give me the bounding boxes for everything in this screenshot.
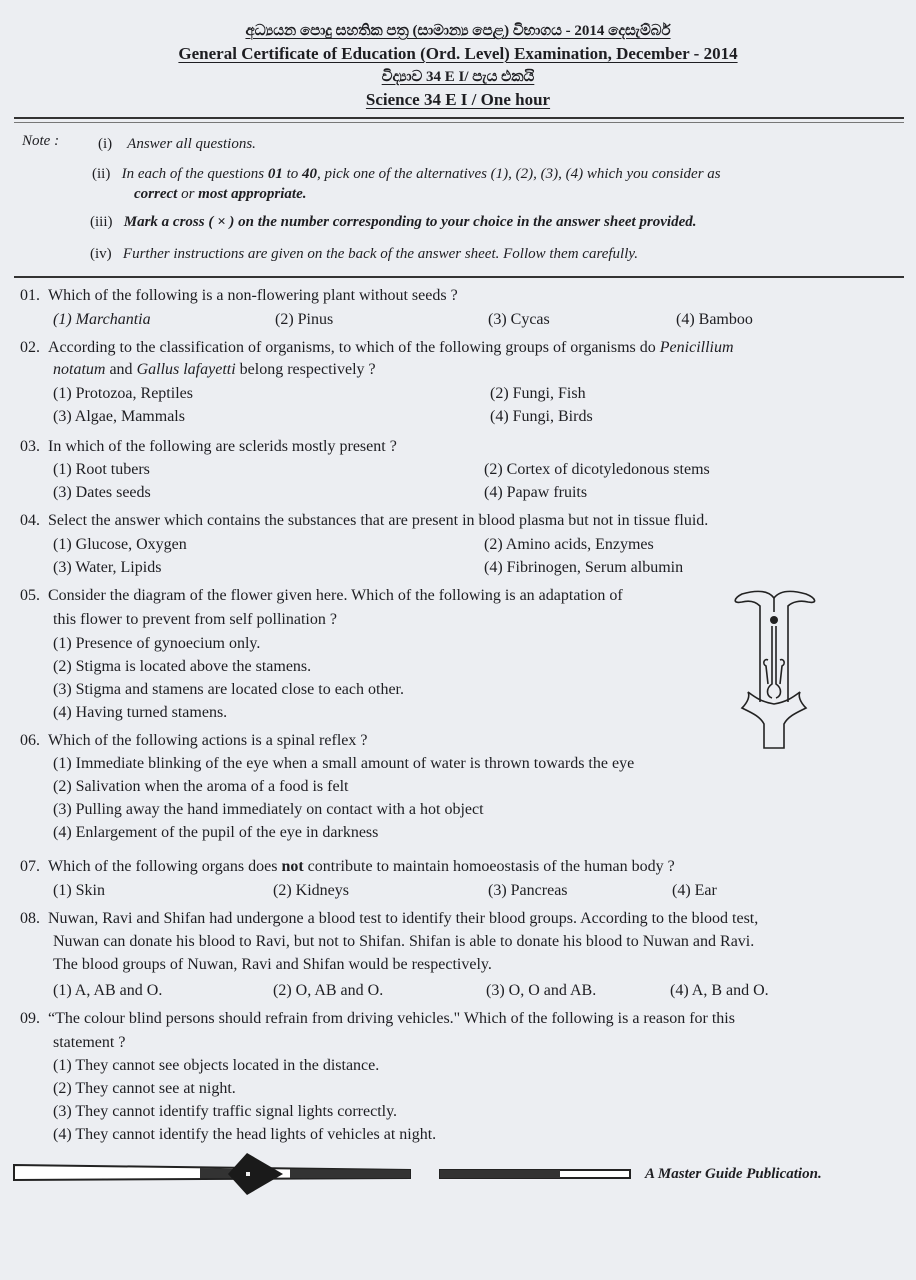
note-item-3: (iii) Mark a cross ( × ) on the number corresponding to your choice in the answer sheet provided. xyxy=(90,214,697,230)
q01-option-2: (2) Pinus xyxy=(275,311,334,328)
q08-option-1: (1) A, AB and O. xyxy=(53,982,163,999)
q09-option-1: (1) They cannot see objects located in the distance. xyxy=(53,1057,380,1074)
q05-option-2: (2) Stigma is located above the stamens. xyxy=(53,658,312,675)
q07-option-1: (1) Skin xyxy=(53,882,105,899)
q08-option-4: (4) A, B and O. xyxy=(670,982,769,999)
q08-option-2: (2) O, AB and O. xyxy=(273,982,384,999)
header-rule xyxy=(14,117,904,119)
q06-option-4: (4) Enlargement of the pupil of the eye in darkness xyxy=(53,824,379,841)
q02-option-1: (1) Protozoa, Reptiles xyxy=(53,385,193,402)
question-09-cont: statement ? xyxy=(53,1034,126,1051)
question-08-cont: Nuwan can donate his blood to Ravi, but not to Shifan. Shifan is able to donate his blood to Nuwan and Ravi. xyxy=(53,933,755,950)
q03-option-2: (2) Cortex of dicotyledonous stems xyxy=(484,461,710,478)
q01-option-4: (4) Bamboo xyxy=(676,311,753,328)
q03-option-3: (3) Dates seeds xyxy=(53,484,151,501)
q02-option-4: (4) Fungi, Birds xyxy=(490,408,593,425)
q05-option-4: (4) Having turned stamens. xyxy=(53,704,228,721)
q02-option-2: (2) Fungi, Fish xyxy=(490,385,586,402)
q04-option-3: (3) Water, Lipids xyxy=(53,559,162,576)
question-08: 08. Nuwan, Ravi and Shifan had undergone a blood test to identify their blood groups. According to the blood test, xyxy=(20,910,759,927)
q01-option-3: (3) Cycas xyxy=(488,311,550,328)
note-item-1: (i) Answer all questions. xyxy=(98,136,256,152)
flower-diagram xyxy=(728,584,824,750)
note-item-2-cont: correct or most appropriate. xyxy=(134,186,307,202)
q09-option-3: (3) They cannot identify traffic signal lights correctly. xyxy=(53,1103,398,1120)
notes-rule xyxy=(14,276,904,278)
q06-option-2: (2) Salivation when the aroma of a food is felt xyxy=(53,778,349,795)
question-06: 06. Which of the following actions is a spinal reflex ? xyxy=(20,732,368,749)
publisher-credit: A Master Guide Publication. xyxy=(645,1166,822,1182)
q06-option-1: (1) Immediate blinking of the eye when a small amount of water is thrown towards the eye xyxy=(53,755,635,772)
question-02: 02. According to the classification of organisms, to which of the following groups of organisms do Penicillium xyxy=(20,339,734,356)
q08-option-3: (3) O, O and AB. xyxy=(486,982,597,999)
question-07: 07. Which of the following organs does not contribute to maintain homoeostasis of the human body ? xyxy=(20,858,675,875)
q07-option-2: (2) Kidneys xyxy=(273,882,349,899)
q05-option-3: (3) Stigma and stamens are located close to each other. xyxy=(53,681,404,698)
q09-option-2: (2) They cannot see at night. xyxy=(53,1080,236,1097)
q04-option-2: (2) Amino acids, Enzymes xyxy=(484,536,654,553)
question-02-cont: notatum and Gallus lafayetti belong respectively ? xyxy=(53,361,376,378)
question-09: 09. “The colour blind persons should refrain from driving vehicles." Which of the following is a reason for this xyxy=(20,1010,735,1027)
q09-option-4: (4) They cannot identify the head lights of vehicles at night. xyxy=(53,1126,437,1143)
q06-option-3: (3) Pulling away the hand immediately on contact with a hot object xyxy=(53,801,484,818)
header-rule-thin xyxy=(14,122,904,123)
q07-option-4: (4) Ear xyxy=(672,882,717,899)
q04-option-1: (1) Glucose, Oxygen xyxy=(53,536,187,553)
english-title: General Certificate of Education (Ord. Level) Examination, December - 2014 xyxy=(178,44,738,63)
english-subject: Science 34 E I / One hour xyxy=(365,90,551,109)
question-05-cont: this flower to prevent from self pollination ? xyxy=(53,611,337,628)
question-08-cont-2: The blood groups of Nuwan, Ravi and Shifan would be respectively. xyxy=(53,956,492,973)
note-item-4: (iv) Further instructions are given on the back of the answer sheet. Follow them carefully. xyxy=(90,246,638,262)
sinhala-title: අධ්‍යයන පොදු සහතික පත්‍ර (සාමාන්‍ය පෙළ) විභාගය - 2014 දෙසැම්බර් xyxy=(245,23,671,39)
question-04: 04. Select the answer which contains the substances that are present in blood plasma but not in tissue fluid. xyxy=(20,512,709,529)
q04-option-4: (4) Fibrinogen, Serum albumin xyxy=(484,559,684,576)
q02-option-3: (3) Algae, Mammals xyxy=(53,408,185,425)
sinhala-subject: විද්‍යාව 34 E I/ පැය එකයි xyxy=(381,69,535,85)
q03-option-4: (4) Papaw fruits xyxy=(484,484,588,501)
question-05: 05. Consider the diagram of the flower given here. Which of the following is an adaptation of xyxy=(20,587,623,604)
note-item-2: (ii) In each of the questions 01 to 40, pick one of the alternatives (1), (2), (3), (4) which you consider as xyxy=(92,166,721,182)
question-03: 03. In which of the following are sclerids mostly present ? xyxy=(20,438,397,455)
note-label: Note : xyxy=(22,133,60,149)
footer-ornament xyxy=(10,1150,640,1200)
q01-option-1: (1) Marchantia xyxy=(53,311,151,328)
question-01: 01. Which of the following is a non-flowering plant without seeds ? xyxy=(20,287,458,304)
q03-option-1: (1) Root tubers xyxy=(53,461,150,478)
q07-option-3: (3) Pancreas xyxy=(488,882,568,899)
q05-option-1: (1) Presence of gynoecium only. xyxy=(53,635,261,652)
